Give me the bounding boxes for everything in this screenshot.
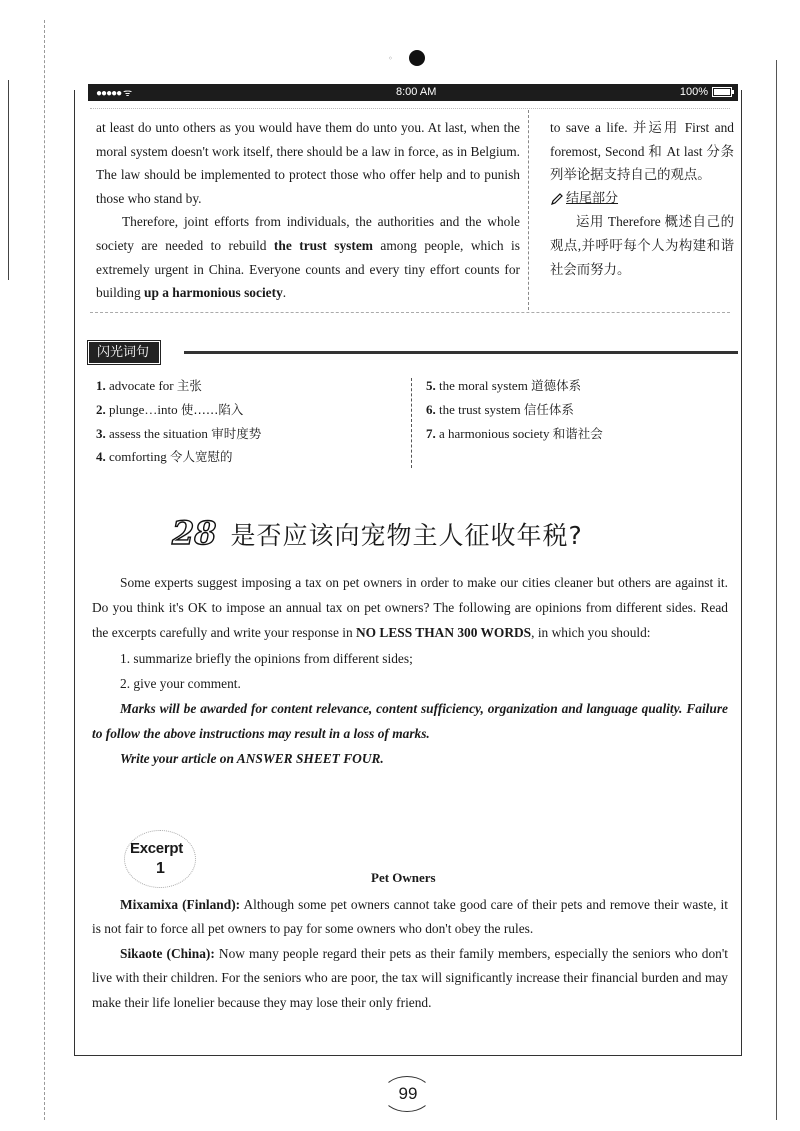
ending-label: 结尾部分 [566,190,619,206]
item-zh: 信任体系 [523,401,574,417]
left-edge-line [8,80,9,280]
item-en: a harmonious society [439,425,550,441]
list-item [96,445,261,469]
task-item: 2. give your comment. [120,675,241,691]
essay-text: among people, which is extremely urgent in China. Everyone counts and every tiny effort counts for building [96,237,520,301]
ending-heading [550,187,734,211]
signal-icon: ●●●●● ᯤ [96,88,132,99]
list-item [426,374,603,398]
list-item [426,422,603,446]
camera-mark: ◦ [388,54,393,63]
phrase-rule [184,351,738,354]
top-dotted-rule [90,108,730,109]
speaker-text: Now many people regard their pets as their family members, especially the seniors who don't live with their children. For the seniors who are poor, the tax will significantly increase their financial burden and may make their life lonelier because they may lose their only friend. [92,945,728,1010]
excerpt-label: Excerpt [130,840,183,857]
phrase-title: 闪光词句 [88,341,160,364]
answer-note: Write your article on ANSWER SHEET FOUR. [120,751,384,767]
item-en: assess the situation [109,425,208,441]
phrase-list-left [96,374,261,469]
item-en: comforting [109,449,167,465]
prompt-text: , in which you should: [531,625,651,641]
item-zh: 令人宽慰的 [170,449,233,465]
page-number [380,1074,436,1114]
speaker-name: Sikaote (China): [120,945,215,961]
page-number-ornament [382,1076,432,1112]
essay-paragraph: at least do unto others as you would have them do unto you. At last, when the moral system doesn't work itself, there should be a law in force, as in Belgium. The law should be implemented to protect those who offer help and to punish those who stand by. [96,120,520,206]
battery-icon [712,87,732,97]
item-zh: 主张 [176,378,202,393]
frame-left [74,90,75,1055]
item-en: advocate for [109,378,174,393]
frame-right [741,90,742,1055]
phrase-list-right [426,374,603,445]
battery-level: 100% [679,86,708,98]
speaker-name: Mixamixa (Finland): [120,897,241,912]
column-divider [528,110,545,310]
question-body [92,570,728,772]
left-margin-line [44,20,46,1120]
excerpt-entry [92,893,728,942]
battery-indicator [680,86,732,98]
question-heading: 是否应该向宠物主人征收年税? [230,521,583,550]
badge-decoration [124,830,196,888]
excerpt-entry [92,942,728,1015]
excerpt-badge [126,836,194,888]
task-item: 1. summarize briefly the opinions from different sides; [120,650,413,666]
item-number: 3. [96,425,106,441]
word-limit: NO LESS THAN 300 WORDS [356,625,532,641]
phrase-header [88,341,738,363]
essay-highlight: up a harmonious society [144,285,283,301]
list-item [96,398,261,422]
page-number-text: 99 [398,1084,418,1103]
essay-text: . [282,285,287,301]
essay-highlight: the trust system [273,237,373,253]
prompt-text: Some experts suggest imposing a tax on pet owners in order to make our cities cleaner but others are against it. Do you think it's OK to impose an annual tax on pet owners? The following are opinions from different sides. Read the excerpts carefully and write your response in [92,575,728,641]
question-number: 28 [172,514,217,552]
excerpt-body [92,893,728,1015]
frame-bottom [74,1055,742,1056]
section-rule [90,312,730,313]
right-margin-line [776,60,777,1120]
item-number: 5. [426,378,436,393]
item-zh: 道德体系 [531,378,582,393]
item-number: 7. [426,425,436,441]
previous-essay [96,116,520,305]
pen-icon [550,192,564,206]
marks-note: Marks will be awarded for content relevance, content sufficiency, organization and language quality. Failure to follow the above instructions may result in a loss of marks. [92,701,728,742]
item-en: the moral system [439,378,528,393]
excerpt-number: 1 [156,860,165,877]
item-zh: 审时度势 [211,425,262,441]
speaker-text: Although some pet owners cannot take good care of their pets and remove their waste, it is not fair to force all pet owners to pay for some owners who don't obey the rules. [92,897,728,937]
item-number: 2. [96,401,106,417]
status-time: 8:00 AM [396,86,437,98]
essay-paragraph [96,210,520,304]
list-item [96,374,261,398]
excerpt-title: Pet Owners [371,870,436,885]
item-number: 1. [96,378,106,393]
list-item [426,398,603,422]
status-bar [88,84,738,101]
question-prompt [92,570,728,646]
question-title [172,514,583,552]
item-number: 6. [426,401,436,417]
item-number: 4. [96,449,106,465]
side-notes [550,116,734,281]
item-zh: 使……陷入 [180,401,244,417]
item-en: the trust system [439,401,521,417]
side-note: 运用 Therefore 概述自己的观点,并呼吁每个人为构建和谐社会而努力。 [550,214,734,277]
side-note: to save a life. 并运用 First and foremost, Second 和 At last 分条列举论据支持自己的观点。 [550,120,734,183]
phrase-divider [411,378,413,468]
item-en: plunge…into [109,401,178,417]
camera-dot [409,50,425,66]
item-zh: 和谐社会 [552,425,603,441]
list-item [96,422,261,446]
essay-text: Therefore, joint efforts from individuals, the authorities and the whole society are needed to rebuild [96,214,520,253]
